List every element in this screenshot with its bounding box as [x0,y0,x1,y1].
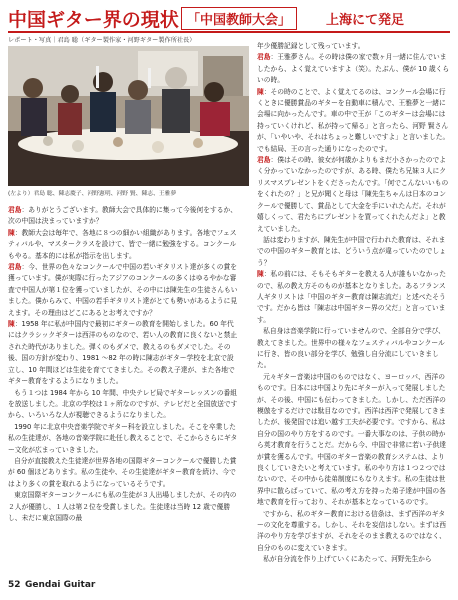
paragraph-text: 教師大会は毎年で、各地に８つの細かい組織があります。各地でフェスティバルや、マスタークラスを設けて、皆で一緒に勉強をする。コンクールもやる。基本的には私が指示を出します。 [8,228,237,260]
title-divider [8,31,450,33]
paragraph-text: 1958 年に私が中国内で最初にギターの教育を開始しました。60 年代にはクラシックギターは西洋のものなので、若い人の教育に良くないと禁止された時代がありました。弾くのもダメで、教えるのもダメでした。その後、国の方針が変わり、1981 ～82 年の時に陳志がギター学校を北京で設立し、10 年間ほどは生徒を育ててきました。その教え子達が、また各地でギター教育をするようになりました。 [8,320,238,386]
magazine-name: Gendai Guitar [25,580,96,590]
group-photo-illustration [8,46,249,186]
body-paragraph: ですから、私のギター教育における信条は、まず西洋のギターの文化を尊重する。しかし、それを妄信はしない。まずは西洋のやり方を学びますが、それをそのまま教えるのではなく、自分のものに変えていきます。 [257,509,447,552]
speaker-label: 君島 [257,156,271,165]
body-paragraph: 東京国際ギターコンクールにも私の生徒が３人出場しましたが、その内の２人が優勝し、１人は第２位を受賞しました。生徒達は当時 12 歳で優勝し、未だに東京国際の最 [8,491,237,522]
paragraph-text: 僕はその時、彼女が何歳かよりもまだ小さかったのでよく分かっていなかったのですが、ある時、僕たち兄妹３人にクリスマスプレゼントをくださったんです。「何でこんないいものをくれたの？」と兄が聞くと母は「陳先生ちゃんは日本のコンクールで優勝して、賞品として大金を手にいれたんだ。それが嬉しくって、君たちにプレゼントを買ってくれたんだよ」と教えていました。 [257,156,449,233]
body-paragraph: 1990 年に北京中央音楽学院でギター科を設立しました。そこを卒業した私の生徒達が、各地の音楽学院に赴任し教えることで、そこからさらにギター文化が広まっていきました。 [8,422,238,454]
body-paragraph: 年少優勝記録として残っています。 [257,42,365,50]
article-subtitle-tail: 上海にて発足 [326,13,405,28]
photo-caption: (左より）君島 聡、陳志慶子、河野憲明、河野 賢、陳志、王雅夢 [8,191,177,197]
dialogue-paragraph: 陳：私の前には、そもそもギターを教える人が誰もいなかったので、私の教え方そのものが基本となりました。あるフランス人ギタリストは「中国のギター教育は陳志流だ」と述べたそうです。だから皆は「陳志は中国ギター界の父だ」と言っています。 [257,270,446,324]
paragraph-text: その時のことで、よく覚えてるのは、コンクール会場に行くときに優勝賞品のギターを自動車に積んで、王雅夢と一緒に会場に向かったんです。車の中で王が「このギターは会場には持っていくけれど、私が持って帰る」と言ったら、河野 賢さんが、「いやいや、それはちょっと難しいですよ」と言いました。でも結局、王の言った通りになったのです。 [257,87,450,153]
dialogue-paragraph: 陳：教師大会は毎年で、各地に８つの細かい組織があります。各地でフェスティバルや、マスタークラスを設けて、皆で一緒に勉強をする。コンクールもやる。基本的には私が指示を出します。 [8,228,237,260]
dialogue-paragraph: 君島：王雅夢さん。その時は僕の家で数ヶ月一緒に住んでいましたから、よく覚えていますよ（笑）。たぶん、僕が 10 歳くらいの時。 [257,53,450,85]
body-paragraph: 話は変わりますが、陳先生が中国で行われた教育は、それまでの中国のギター教育とは、どういう点が違っていたのでしょう？ [257,235,446,267]
article-header [8,5,450,31]
dialogue-paragraph: 君島：ありがとうございます。教師大会で具体的に集って今後何をするか、次の中国は決まっていますか？ [8,206,237,226]
speaker-label: 陳 [257,270,264,279]
paragraph-text: 私の前には、そもそもギターを教える人が誰もいなかったので、私の教え方そのものが基本となりました。あるフランス人ギタリストは「中国のギター教育は陳志流だ」と述べたそうです。だから皆は「陳志は中国ギター界の父だ」と言っています。 [257,270,446,324]
left-column [8,205,239,524]
dialogue-paragraph: 陳：1958 年に私が中国内で最初にギターの教育を開始しました。60 年代にはクラシックギターは西洋のものなので、若い人の教育に良くないと禁止された時代がありました。弾くのもダメで、教えるのもダメでした。その後、国の方針が変わり、1981 ～82 年の時に陳志がギター学校を北京で設立し、10 年間ほどは生徒を育ててきました。その教え子達が、また各地でギター教育をするようになりました。 [8,320,238,386]
paragraph-text: 今、世界の色々なコンクールで中国の若いギタリスト達が多くの賞を獲っています。僕が実際に行ったアジアのコンクールの多くはゆるやかな審査で中国人が第１位を獲っていましたが、その中には陳先生の生徒さんもいました。僕からみて、中国の若手ギタリスト達がとても勢いがあるように見えます。その理由はどこにあるとお考えですか？ [8,263,238,317]
speaker-label: 陳 [8,228,15,237]
dialogue-paragraph: 君島：僕はその時、彼女が何歳かよりもまだ小さかったのでよく分かっていなかったのですが、ある時、僕たち兄妹３人にクリスマスプレゼントをくださったんです。「何でこんないいものをくれたの？」と兄が聞くと母は「陳先生ちゃんは日本のコンクールで優勝して、賞品として大金を手にいれたんだ。それが嬉しくって、君たちにプレゼントを買ってくれたんだよ」と教えていました。 [257,156,449,233]
page-number: 52 [8,580,21,590]
speaker-label: 君島 [8,206,22,214]
body-paragraph: 私自身は音楽学院に行っていませんので、全部自分で学び、教えてきました。世界中の様々なフェスティバルやコンクールに行き、皆の良い部分を学び、勉強し自分流にしていきました。 [257,327,445,370]
body-paragraph: 私が自分流を作り上げていくにあたって、河野先生から [263,555,432,564]
body-paragraph: 元々ギター音楽は中国のものではなく、ヨーロッパ、西洋のものです。日本には中国より先にギターが入って発展しましたが、その後、中国にも伝わってきました。しかし、ただ西洋の模倣をするだけでは駄目なのです。西洋は西洋で発展してきましたが、後発国では追い越す工夫が必要です。ですから、私は自分の国のやり方をするのです。一番大事なのは、子供の時から英才教育を行うことだ。だから今、中国で非常に若い子供達が賞を獲るんです。中国のギター音楽の教育システムは、より良くしていきたいと考えています。私のやり方は１つ２つではないので、その中から徒弟制度にもなりえます。私の生徒は世界中に散らばっていて、私の考え方を持った弟子達が中国の各地で教育を行っており、それが基本となっているのです。 [257,372,447,507]
article-subtitle-box: 「中国教師大会」 [181,7,297,30]
paragraph-text: 王雅夢さん。その時は僕の家で数ヶ月一緒に住んでいましたから、よく覚えていますよ（笑）。たぶん、僕が 10 歳くらいの時。 [257,53,450,85]
dialogue-paragraph: 君島：今、世界の色々なコンクールで中国の若いギタリスト達が多くの賞を獲っています。僕が実際に行ったアジアのコンクールの多くはゆるやかな審査で中国人が第１位を獲っていましたが、その中には陳先生の生徒さんもいました。僕からみて、中国の若手ギタリスト達がとても勢いがあるように見えます。その理由はどこにあるとお考えですか？ [8,263,238,317]
byline: レポート・写真｜君島 聡（ギター製作家・河野ギター製作所社長） [8,37,196,44]
speaker-label: 君島 [257,53,271,62]
speaker-label: 君島 [8,263,22,272]
speaker-label: 陳 [8,320,15,329]
body-paragraph: 自分が直接教えた生徒達が世界各地の国際ギターコンクールで優勝した賞が 60 個ほどあります。私の生徒や、その生徒達がギター教育を続け、今ではより多くの賞を取れるようになっているそうです。 [8,456,237,488]
paragraph-text: ありがとうございます。教師大会で具体的に集って今後何をするか、次の中国は決まっていますか？ [8,206,237,226]
dialogue-paragraph: 陳：その時のことで、よく覚えてるのは、コンクール会場に行くときに優勝賞品のギターを自動車に積んで、王雅夢と一緒に会場に向かったんです。車の中で王が「このギターは会場には持っていくけれど、私が持って帰る」と言ったら、河野 賢さんが、「いやいや、それはちょっと難しいですよ」と言いました。でも結局、王の言った通りになったのです。 [257,87,450,153]
group-photo [8,46,249,186]
article-title: 中国ギター界の現状 [8,9,179,31]
speaker-label: 陳 [257,87,264,96]
body-paragraph: もう１つは 1984 年から 10 年間、中央テレビ局でギターレッスンの番組を放送しました。北京の学校は１ヶ所なのですが、テレビだと全国放送ですから、いろいろな人が視聴できるようになりました。 [8,388,238,420]
right-column [257,41,450,566]
